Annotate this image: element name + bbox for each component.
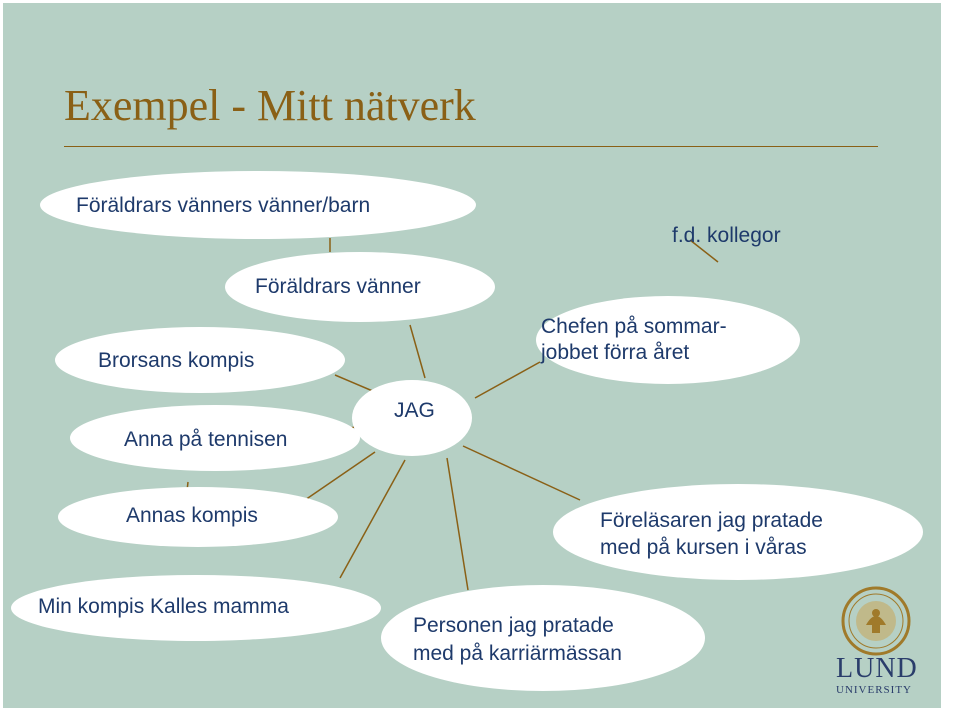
label-foraldrars-vanners-vanner: Föräldrars vänners vänner/barn — [76, 194, 371, 217]
link-chefen — [475, 362, 540, 398]
label-chefen-line1: Chefen på sommar- — [541, 315, 727, 338]
label-brorsans-kompis: Brorsans kompis — [98, 349, 255, 372]
label-anna-pa-tennisen: Anna på tennisen — [124, 428, 288, 451]
slide-bottom-margin — [0, 709, 960, 727]
logo-lund: LUND — [836, 653, 918, 684]
label-forelasaren-line1: Föreläsaren jag pratade — [600, 509, 823, 532]
label-jag: JAG — [394, 399, 435, 422]
slide-title: Exempel - Mitt nätverk — [64, 81, 476, 130]
label-forelasaren-line2: med på kursen i våras — [600, 536, 807, 559]
label-annas-kompis: Annas kompis — [126, 504, 258, 527]
label-fd-kollegor: f.d. kollegor — [672, 224, 781, 247]
label-foraldrars-vanner: Föräldrars vänner — [255, 275, 421, 298]
label-kalles-mamma: Min kompis Kalles mamma — [38, 595, 289, 618]
label-personen-line2: med på karriärmässan — [413, 642, 622, 665]
logo-university: UNIVERSITY — [836, 684, 912, 696]
link-forelasaren — [463, 446, 580, 500]
link-foraldrars-vanner — [410, 325, 425, 378]
link-kalles-mamma — [340, 460, 405, 578]
link-personen — [447, 458, 468, 590]
link-brorsans-kompis — [335, 375, 375, 392]
lund-university-wordmark — [836, 655, 918, 697]
label-chefen-line2: jobbet förra året — [541, 341, 690, 364]
label-personen-line1: Personen jag pratade — [413, 614, 614, 637]
